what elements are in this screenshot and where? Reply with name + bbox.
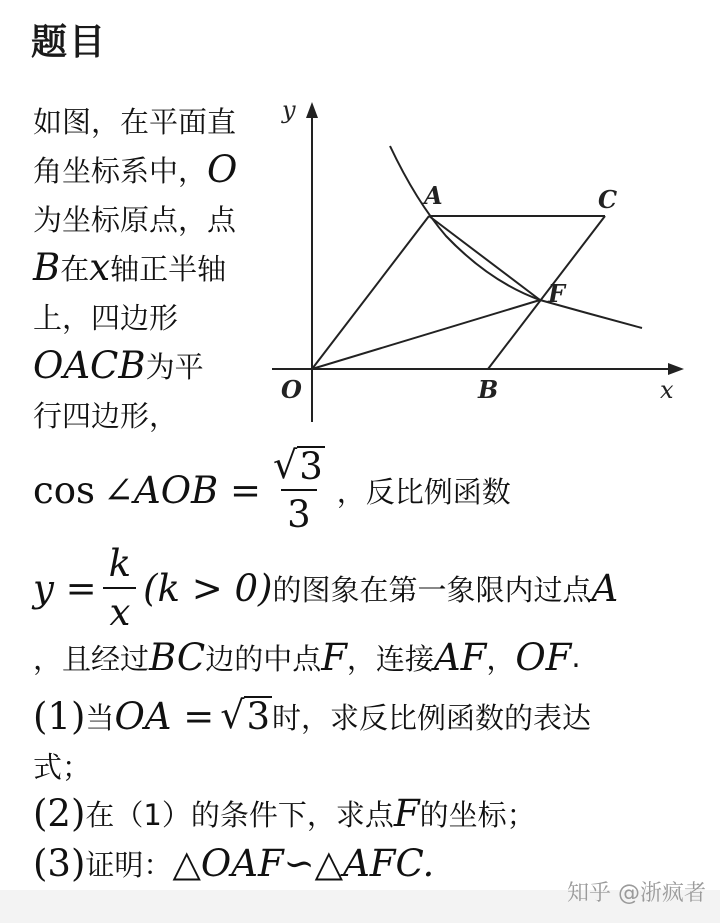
intro-row-1: 如图，在平面直 [33,105,237,139]
sqrt-3: √ 3 [273,443,323,488]
intro-row-2: 角坐标系中， O [33,148,238,191]
sqrt-3-q1: √ 3 [220,692,271,738]
question-2-line: (2) 在（1）的条件下，求点 F 的坐标； [33,791,536,835]
y-axis-arrow [306,102,318,118]
intro-row-4: B 在 x 轴正半轴 [33,246,227,289]
cos-fraction: √ 3 3 [273,443,323,536]
x-axis-arrow [668,363,684,375]
hyperbola-curve [390,146,642,328]
question-1-line: (1) 当 OA = √ 3 时，求反比例函数的表达 [33,692,592,738]
intro-row-7: 行四边形， [33,399,179,433]
segment-OF [312,300,540,369]
label-C: C [598,185,618,214]
question-1-continuation: 式； [33,749,92,784]
label-x: x [660,376,674,404]
segment-CB [488,216,605,369]
question-3-line: (3) 证明： △OAF∽△AFC. [33,841,435,885]
k-over-x-fraction: $\frac{k}{x}$ [103,542,137,634]
intro-row-5: 上，四边形 [33,301,179,335]
label-B: B [478,375,499,404]
coordinate-figure [268,96,688,426]
midpoint-line: ，且经过 BC 边的中点 F ，连接 AF ， OF . [33,635,581,679]
watermark: 知乎 @浙疯者 [567,881,706,906]
problem-intro [33,96,273,439]
label-A: A [424,181,443,210]
heading: 题目 [31,22,108,63]
label-y: y [282,96,296,124]
function-line: y = $\frac{k}{x}$ (k > 0) 的图象在第一象限内过点 A [33,542,619,634]
segment-AF [429,216,540,300]
segment-OA [312,216,429,369]
cos-condition-line: cos ∠AOB = √ 3 3 ，反比例函数 [33,443,511,536]
intro-row-6: OACB 为平 [33,344,204,387]
intro-row-3: 为坐标原点，点 [33,203,237,237]
label-F: F [548,279,566,308]
label-O: O [281,375,302,404]
